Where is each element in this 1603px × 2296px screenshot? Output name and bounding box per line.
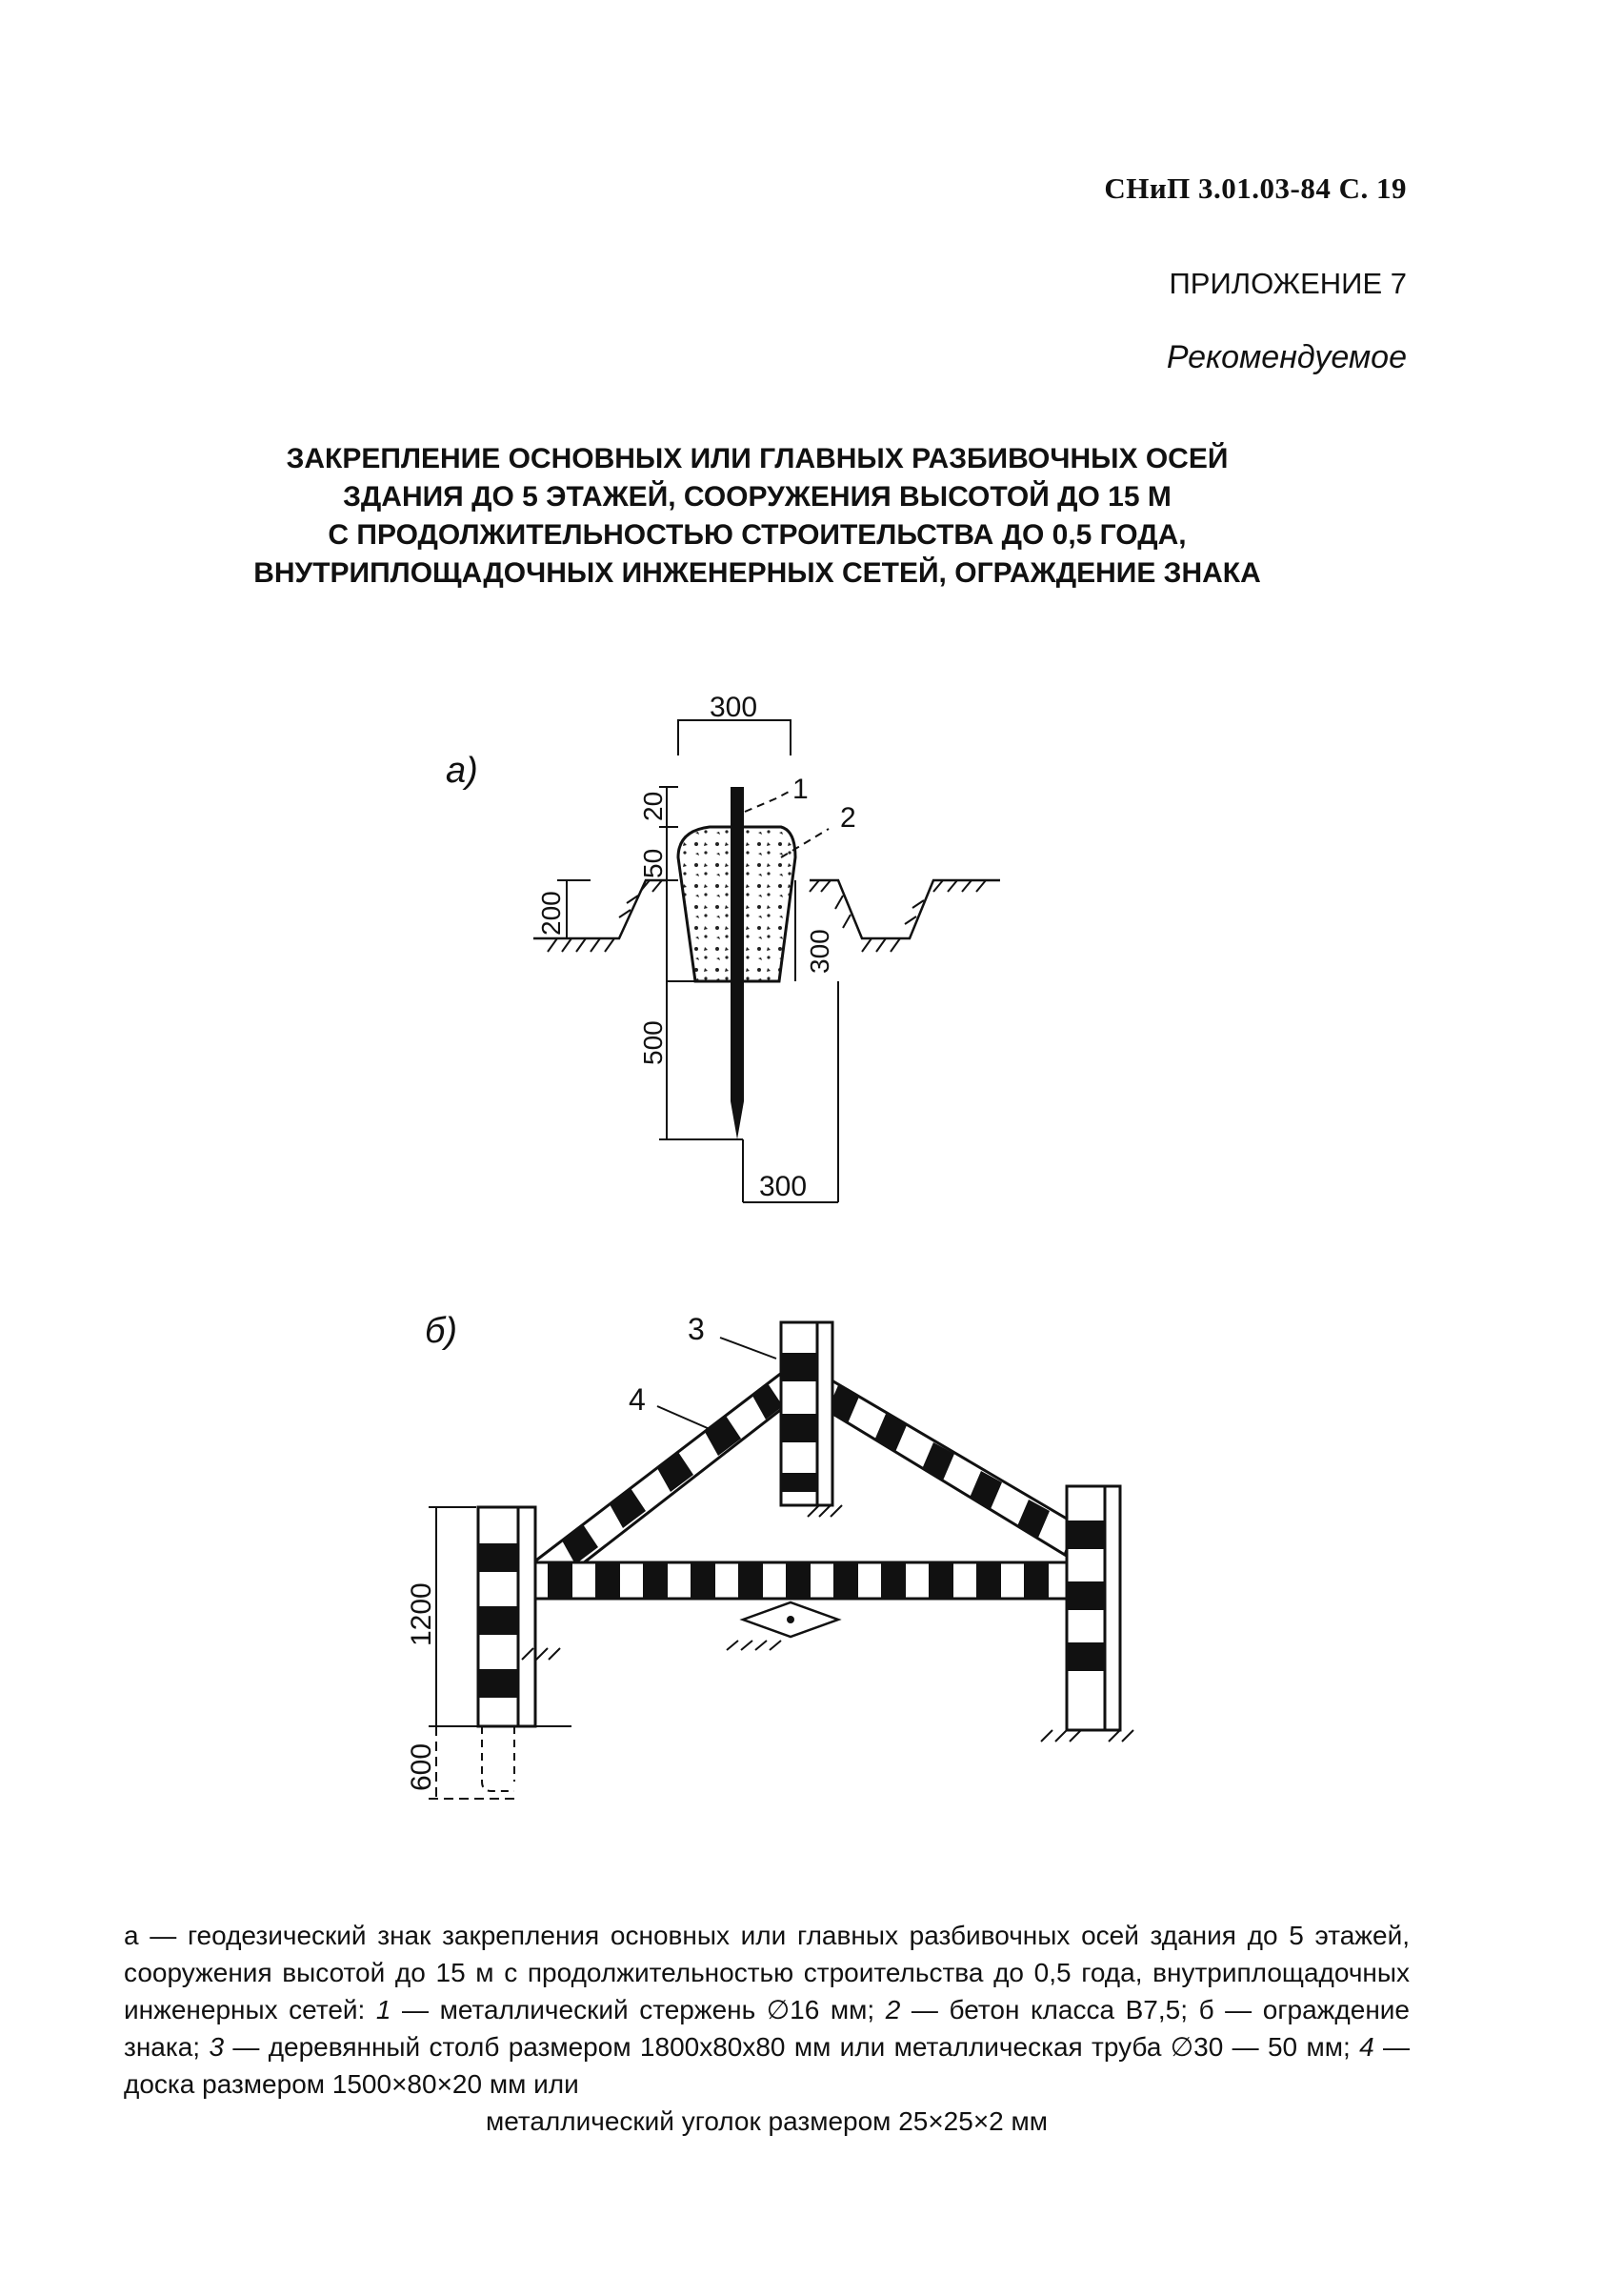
document-code: СНиП 3.01.03-84 С. 19 (1104, 171, 1407, 205)
title-line: С ПРОДОЛЖИТЕЛЬНОСТЬЮ СТРОИТЕЛЬСТВА ДО 0,5 ГОДА, (328, 519, 1187, 551)
dim-post-depth: 600 (406, 1742, 437, 1791)
dim-bottom-width: 300 (759, 1171, 808, 1202)
figure-caption (124, 1917, 1410, 2140)
caption-text: — деревянный столб размером 1800х80х80 мм или металлическая труба ∅30 — 50 мм; (224, 2032, 1360, 2062)
dim-rod-depth: 500 (638, 1020, 668, 1065)
callout-1: 1 (792, 774, 809, 805)
callout-3: 3 (688, 1312, 705, 1346)
figure-a-label: а) (446, 751, 478, 791)
appendix-number: ПРИЛОЖЕНИЕ 7 (1169, 267, 1407, 300)
caption-last-line: металлический уголок размером 25×25×2 мм (485, 2106, 1049, 2136)
dim-concrete-cap: 50 (638, 848, 668, 878)
figure-a-drawing (533, 720, 1000, 1202)
dim-trench-depth: 200 (536, 891, 566, 936)
caption-text: — доска размером 1500×80×20 мм или (124, 2032, 1410, 2099)
caption-item-number: 1 (375, 1995, 391, 2024)
dim-concrete-depth: 300 (805, 929, 834, 974)
dim-fence-height: 1200 (406, 1582, 437, 1646)
figure-b-label: б) (425, 1311, 458, 1351)
dim-rod-top: 20 (638, 791, 668, 821)
caption-text: — металлический стержень ∅16 мм; (391, 1995, 886, 2024)
dim-top-width: 300 (710, 692, 758, 723)
title-line: ЗДАНИЯ ДО 5 ЭТАЖЕЙ, СООРУЖЕНИЯ ВЫСОТОЙ ДО 15 М (343, 481, 1172, 513)
caption-text: а — геодезический знак закрепления основных или главных разбивочных осей здания до 5 этажей, сооружения высотой до 15 м с продолжительностью строительства до 0,5 года, внутриплощадочных инженерных сетей: (124, 1921, 1410, 2024)
title-line: ВНУТРИПЛОЩАДОЧНЫХ ИНЖЕНЕРНЫХ СЕТЕЙ, ОГРАЖДЕНИЕ ЗНАКА (253, 557, 1261, 589)
callout-2: 2 (840, 802, 856, 834)
caption-text: — бетон класса В7,5; б — ограждение знака; (124, 1995, 1411, 2062)
figure-b-drawing (478, 1322, 1120, 1730)
caption-item-number: 4 (1359, 2032, 1374, 2062)
appendix-status: Рекомендуемое (1166, 339, 1407, 375)
title-line: ЗАКРЕПЛЕНИЕ ОСНОВНЫХ ИЛИ ГЛАВНЫХ РАЗБИВОЧНЫХ ОСЕЙ (286, 443, 1229, 474)
caption-item-number: 2 (885, 1995, 901, 2024)
caption-item-number: 3 (209, 2032, 225, 2062)
callout-4: 4 (629, 1382, 646, 1417)
